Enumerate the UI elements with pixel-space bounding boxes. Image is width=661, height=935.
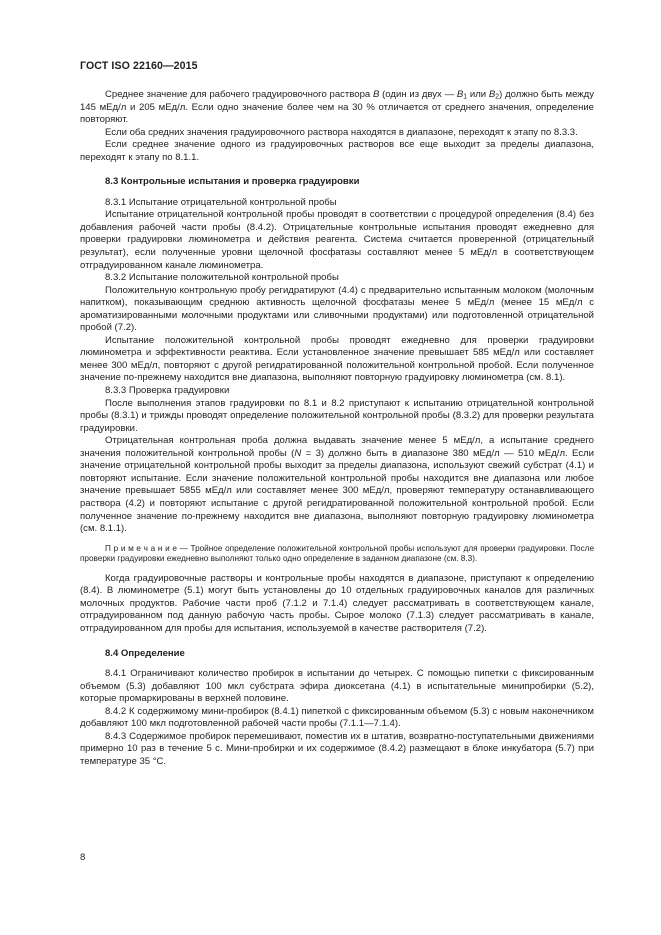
subsection-title-8-3-2: 8.3.2 Испытание положительной контрольной пробы: [105, 272, 339, 284]
paragraph-8-3-1: Испытание отрицательной контрольной пробы проводят в соответствии с процедурой определения (8.4) без добавления рабочей части пробы (8.4.2). Отрицательные контрольные испытания проводят ежедневно для проверки градуировки люминометра и действия реагента. Система считается проверенной (отрицательный результат), если полученные уровни щелочной фосфатазы составляют менее 5 мЕд/л в соответствующем отградуированном канале люминометра.: [80, 209, 594, 271]
note-label: П р и м е ч а н и е: [105, 543, 177, 553]
page-number: 8: [80, 852, 86, 863]
page-header-title: ГОСТ ISO 22160—2015: [80, 60, 198, 72]
paragraph-8-3-2-b: Испытание положительной контрольной пробы проводят ежедневно для проверки градуировки люминометра и эффективности реактива. Если установленное значение превышает 585 мЕд/л или составляет менее 300 мЕд/л, повторяют с другой регидратированной положительной контрольной пробой. Если полученное значение по-прежнему находится вне диапазона, выполняют повторную градуировку люминометра (см. 8.1).: [80, 334, 594, 384]
paragraph-8-4-3: 8.4.3 Содержимое пробирок перемешивают, поместив их в штатив, возвратно-поступательными движениями примерно 10 раз в течение 5 с. Мини-пробирки и их содержимое (8.4.2) размещают в блоке инкубатора (5.7) при температуре 35 °С.: [80, 730, 594, 767]
section-heading-8-3: 8.3 Контрольные испытания и проверка градуировки: [105, 176, 360, 188]
subsection-title-8-3-3: 8.3.3 Проверка градуировки: [105, 385, 230, 397]
paragraph-out-of-range: Если среднее значение одного из градуировочных растворов все еще выходит за пределы диапазона, переходят к этапу по 8.1.1.: [80, 139, 594, 163]
paragraph-mean-value: Среднее значение для рабочего градуировочного раствора B (один из двух — $B_1$ или $B_2$) должно быть между 145 мЕд/л и 205 мЕд/л. Если одно значение более чем на 30 % отличается от среднего значения, определение повторяют.: [80, 89, 595, 126]
paragraph-8-4-2: 8.4.2 К содержимому мини-пробирок (8.4.1) пипеткой с фиксированным объемом (5.3) с новым наконечником добавляют 100 мкл подготовленной рабочей части пробы (7.1.1—7.1.4).: [80, 705, 594, 730]
subsection-title-8-3-1: 8.3.1 Испытание отрицательной контрольной пробы: [105, 196, 337, 208]
paragraph-8-4-1: 8.4.1 Ограничивают количество пробирок в испытании до четырех. С помощью пипетки с фиксированным объемом (5.3) добавляют 100 мкл субстрата эфира диоксетана (4.1) в испытательные минипробирки (5.2), которые промаркированы в верхней половине.: [80, 668, 594, 705]
section-heading-8-4: 8.4 Определение: [105, 647, 185, 659]
paragraph-8-3-3-a: После выполнения этапов градуировки по 8.1 и 8.2 приступают к испытанию отрицательной контрольной пробы (8.3.1) и трижды проводят определение положительной контрольной пробы (8.3.2) для проверки результата градуировки.: [80, 397, 594, 434]
document-body: [80, 89, 594, 768]
note-text: — Тройное определение положительной контрольной пробы используют для проверки градуировки. После проверки градуировки ежедневно выполняют только одно определение в заданном диапазоне (см. 8.3).: [80, 543, 594, 564]
note-paragraph: [80, 544, 594, 565]
paragraph-after-note: Когда градуировочные растворы и контрольные пробы находятся в диапазоне, приступают к определению (8.4). В люминометре (5.1) могут быть установлены до 10 отдельных градуировочных каналов для различных молочных продуктов. Рабочие части проб (7.1.2 и 7.1.4) следует рассматривать в соответствующем канале, отградуированном под данную рабочую часть пробы. Сырое молоко (7.1.3) следует рассматривать в канале, отградуированном для пробы для испытания, используемой в качестве растворителя (7.2).: [80, 572, 594, 634]
paragraph-8-3-2-a: Положительную контрольную пробу регидратируют (4.4) с предварительно испытанным молоком (молочным напитком), показывающим среднюю активность щелочной фосфатазы менее 5 мЕд/л (менее 15 мЕд/л с ароматизированными молочными продуктами или сливочными продуктами) или подготовленной отрицательной пробой (7.2).: [80, 284, 594, 334]
paragraph-8-3-3-b: Отрицательная контрольная проба должна выдавать значение менее 5 мЕд/л, а испытание среднего значения положительной контрольной пробы (N = 3) должно быть в диапазоне 380 мЕд/л — 510 мЕд/л. Если значение отрицательной контрольной пробы выходит за пределы диапазона, используют свежий субстрат (4.1) и повторяют испытание. Если значение положительной контрольной пробы находится вне диапазона или любое значение превышает 5855 мЕд/л или составляет менее 300 мЕд/л, проверяют температуру останавливающего раствора (4.2) и повторяют испытание с другой регидратированной положительной контрольной пробой. Если полученное значение по-прежнему находится вне диапазона, выполняют повторную градуировку люминометра (см. 8.1.1).: [80, 435, 594, 535]
paragraph-both-in-range: Если оба средних значения градуировочного раствора находятся в диапазоне, переходят к этапу по 8.3.3.: [105, 126, 578, 138]
